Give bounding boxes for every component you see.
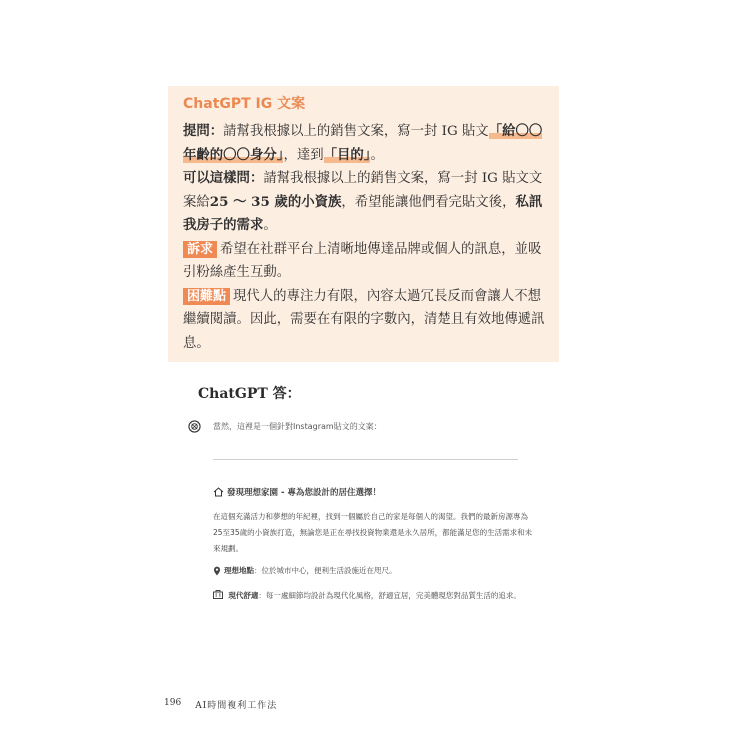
map-pin-icon (213, 566, 221, 576)
divider (213, 459, 518, 460)
difficulty-paragraph (183, 285, 545, 356)
book-title: AI時間複利工作法 (195, 701, 278, 711)
ask-label: 提問： (183, 123, 224, 139)
ask-paragraph (183, 120, 545, 167)
modern-text: ：每一處細節均設計為現代化風格，舒適宜居，完美體現您對品質生活的追求。 (258, 591, 521, 600)
headline-text: 發現理想家園 - 專為您設計的居住選擇！ (227, 488, 381, 498)
building-icon (213, 590, 223, 599)
ask-highlight-1: 「給〇〇年齡的〇〇身分」 (183, 123, 543, 163)
response-location (213, 564, 533, 578)
answer-heading: ChatGPT 答： (198, 386, 301, 402)
ask-text-2: ，達到 (283, 147, 324, 163)
chat-intro: 當然，這裡是一個針對Instagram貼文的文案： (213, 422, 382, 431)
example-text-2: ，希望能讓他們看完貼文後， (341, 194, 516, 210)
response-headline (213, 486, 533, 498)
appeal-text: 希望在社群平台上清晰地傳達品牌或個人的訊息，並吸引粉絲產生互動。 (183, 241, 542, 280)
example-paragraph (183, 167, 545, 238)
house-icon (213, 487, 224, 497)
ask-end: 。 (370, 147, 384, 163)
page-footer (164, 698, 277, 711)
prompt-box (168, 86, 559, 362)
example-label: 可以這樣問： (183, 170, 264, 186)
example-bold-2: 私訊我房子的需求 (183, 193, 543, 233)
chat-intro-line (188, 420, 382, 433)
difficulty-tag: 困難點 (183, 288, 230, 305)
appeal-paragraph (183, 238, 545, 285)
response-modern (213, 588, 533, 604)
location-label: 理想地點 (224, 566, 254, 575)
chatgpt-logo-icon (188, 420, 201, 433)
example-end: 。 (263, 218, 277, 233)
box-title: ChatGPT IG 文案 (183, 96, 306, 112)
page-number: 196 (164, 698, 182, 708)
example-text-1: 請幫我根據以上的銷售文案，寫一封 IG 貼文文案給 (183, 171, 543, 210)
difficulty-text: 現代人的專注力有限，內容太過冗長反而會讓人不想繼續閱讀。因此，需要在有限的字數內，清楚且有效地傳遞訊息。 (183, 288, 545, 351)
appeal-tag: 訴求 (183, 241, 217, 258)
location-text: ：位於城市中心，便利生活設施近在咫尺。 (254, 566, 397, 575)
ask-text-1: 請幫我根據以上的銷售文案，寫一封 IG 貼文 (223, 124, 489, 139)
response-body: 在這個充滿活力和夢想的年紀裡，找到一個屬於自己的家是每個人的渴望。我們的最新房源專為25至35歲的小資族打造，無論您是正在尋找投資物業還是永久居所，都能滿足您的生活需求和未來規劃。 (213, 512, 533, 553)
modern-label: 現代舒適 (228, 591, 259, 600)
example-bold-1: 25 ～ 35 歲的小資族 (209, 193, 342, 210)
ask-highlight-2: 「目的」 (323, 146, 371, 163)
